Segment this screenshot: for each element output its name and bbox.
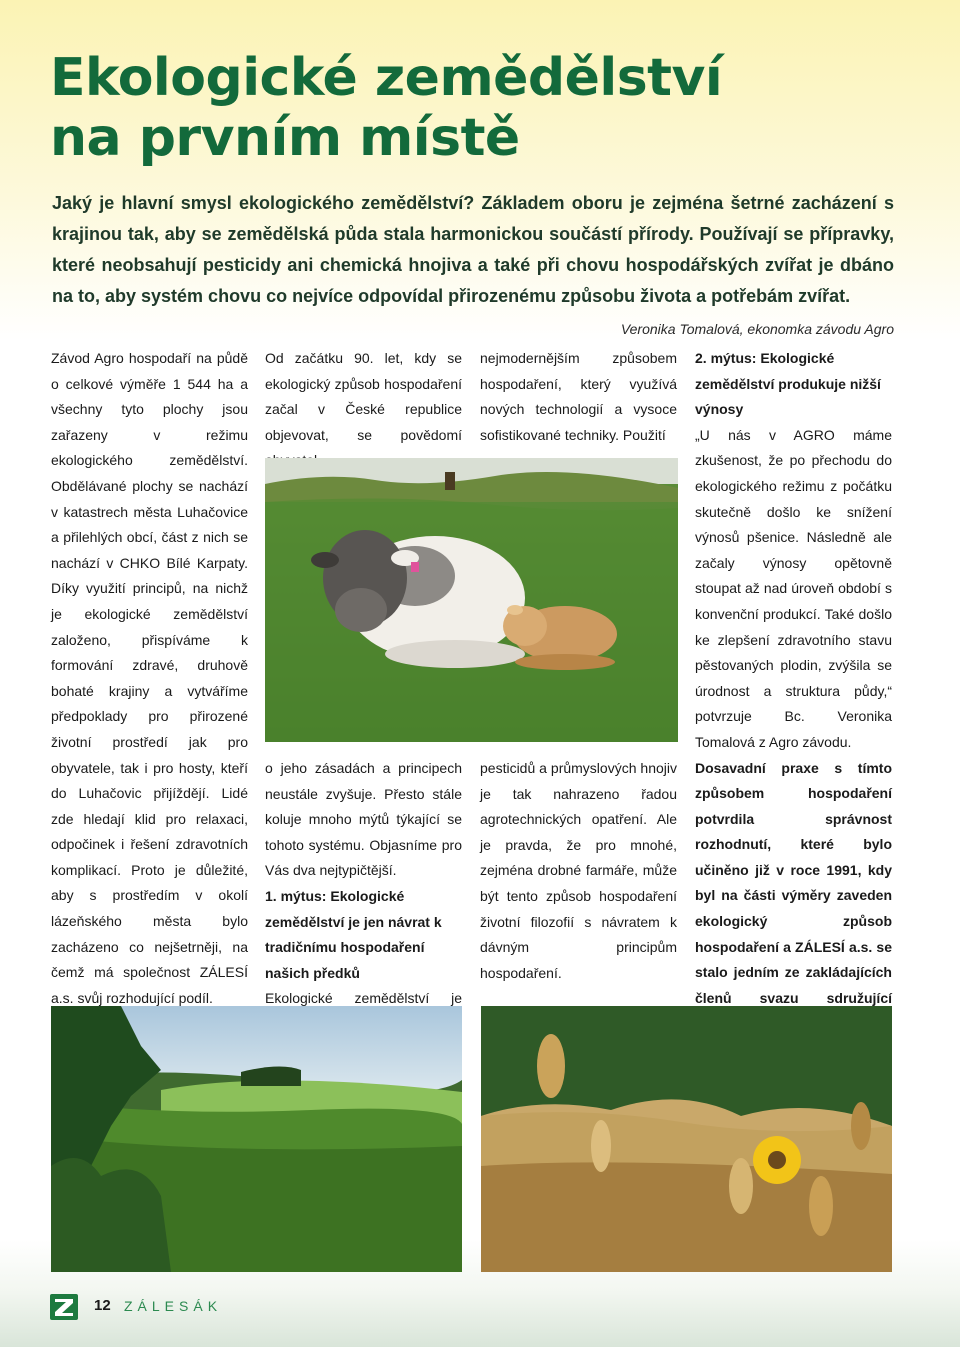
cow-photo [265,458,678,742]
author-credit: Veronika Tomalová, ekonomka závodu Agro [620,321,894,337]
column-3-bottom [480,756,677,986]
col2-top-text: Od začátku 90. let, kdy se ekologický způsob hospodaření začal v České republice objevovat, se povědomí [265,350,462,443]
lead-text: Jaký je hlavní smysl ekologického zemědělství? Základem oboru je zejména šetrné zacházení s krajinou tak, aby se zemědělská půda stala harmonickou součástí přírody. Používají se přípravky, které neobsahují pesticidy ani chemická hnojiva a také při chovu hospodářských zvířat je dbáno na to, aby systém chovu co nejvíce odpovídal přirozenému způsobu života a potřebám zvířat. [52,193,894,306]
column-2-top [265,346,462,474]
title-line-1: Ekologické zemědělství [50,48,723,108]
column-3-top [480,346,677,448]
magazine-name: ZÁLESÁK [124,1298,223,1314]
article-lead [52,188,894,345]
col3-bottom-text: pesticidů a průmyslových hnojiv je tak nahrazeno řadou agrotechnických opatření. Ale je pravda, že pro mnohé, zejména drobné farmáře, může být tento způsob hospodaření životní filozofií s návratem k dávným principům hospodaření. [480,760,677,981]
column-2-bottom [265,756,462,1012]
myth-2-heading: 2. mýtus: Ekologické zemědělství produkuje nižší výnosy [695,350,881,418]
closing-paragraph: Dosavadní praxe s tímto způsobem hospodaření potvrdila správnost rozhodnutí, které bylo učiněno již v roce 1991, kdy byl na části výměry zaveden ekologický způsob hospodaření a ZÁLESÍ a.s. se stalo jedním ze zakládajících členů svazu sdružující [695,759,892,1006]
oats-photo [481,1006,892,1272]
col2-bottom-text: o jeho zásadách a principech neustále zvyšuje. Přesto stále koluje mnoho mýtů týkající se tohoto systému. Objasníme pro Vás dva nejtypičtější. [265,760,462,879]
zalesi-logo [50,1294,78,1320]
column-1 [51,346,248,1006]
myth-1-text: Ekologické zemědělství je [265,990,462,1007]
article-title [50,48,722,168]
myth-2-text: „U nás v AGRO máme zkušenost, že po přechodu do ekologického režimu z počátku skutečně došlo ke snížení výnosů pšenice. Následně ale začaly výnosy opětovně stoupat až nad úroveň období s konvenční produkcí. Také došlo ke zlepšení zdravotního stavu pěstovaných plodin, zvýšila se úrodnost a struktura půdy,“ potvrzuje Bc. Veronika Tomalová z Agro závodu. [695,426,892,750]
col3-top-text: nejmodernějším způsobem hospodaření, který využívá nových technologií a vysoce sofistikované techniky. Použití [480,350,677,443]
myth-1-heading: 1. mýtus: Ekologické zemědělství je jen návrat k tradičnímu hospodaření našich předků [265,887,442,981]
col1-text: Závod Agro hospodaří na půdě o celkové výměře 1 544 ha a všechny tyto plochy jsou zařazeny v režimu ekologického zemědělství. Obdělávané plochy se nachází v katastrech města Luhačovice a přilehlých obcí, část z nich se nachází v CHKO Bílé Karpaty. Díky využití principů, na nichž je ekologické zemědělství založeno, přispíváme k formování zdravé, druhově bohaté krajiny a vytváříme předpoklady pro přirozené životní prostředí jak pro obyvatele, tak i pro hosty, kteří do Luhačovic přijíždějí. Lidé zde hledají klid pro relaxaci, odpočinek i řešení zdravotních komplikací. Proto je důležité, aby s prostředím v okolí lázeňského města bylo zacházeno co nejšetrněji, na čemž má společnost ZÁLESÍ a.s. svůj rozhodující podíl. [51,350,248,1006]
column-4 [695,346,892,1063]
title-line-2: na prvním místě [50,108,520,168]
page-number: 12 [94,1297,111,1314]
landscape-photo [51,1006,462,1272]
